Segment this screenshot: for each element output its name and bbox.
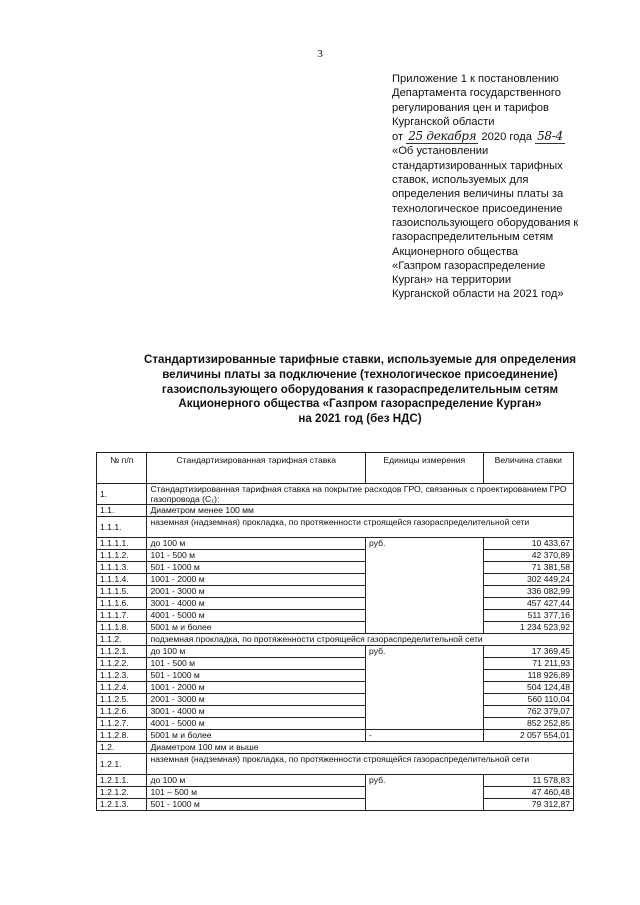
header-num: № п/п (97, 453, 147, 484)
row-unit: руб. (366, 538, 484, 634)
row-num: 1.1.2.6. (97, 706, 147, 718)
row-value: 118 926,89 (483, 670, 573, 682)
date-prefix: от (392, 131, 404, 144)
row-num: 1.1.1.8. (97, 622, 147, 634)
table-row (97, 694, 574, 706)
table-row (97, 670, 574, 682)
section-row (97, 505, 574, 517)
page-number: 3 (317, 48, 323, 60)
row-value: 852 252,85 (483, 718, 573, 730)
section-title: наземная (надземная) прокладка, по протяженности строящейся газораспределительной сети (147, 754, 574, 775)
row-name: 4001 - 5000 м (147, 610, 366, 622)
table-row (97, 799, 574, 811)
table-row (97, 622, 574, 634)
table-row (97, 562, 574, 574)
row-num: 1.1.2.2. (97, 658, 147, 670)
table-row (97, 550, 574, 562)
appendix-line: Курган» на территории (392, 274, 512, 287)
appendix-line: Курганской области на 2021 год» (392, 288, 564, 301)
header-unit: Единицы измерения (366, 453, 484, 484)
row-name: 4001 - 5000 м (147, 718, 366, 730)
appendix-line: «Об установлении (392, 145, 489, 158)
row-name: 5001 м и более (147, 622, 366, 634)
section-title: Стандартизированная тарифная ставка на покрытие расходов ГРО, связанных с проектированием ГРО газопровода (C₁): (147, 484, 574, 505)
table-row (97, 730, 574, 742)
table-row (97, 718, 574, 730)
document-title (80, 353, 640, 427)
row-num: 1.2.1.1. (97, 775, 147, 787)
title-line: газоиспользующего оборудования к газораспределительным сетям (161, 382, 559, 396)
row-unit: - (366, 730, 484, 742)
row-name: 101 – 500 м (147, 787, 366, 799)
row-value: 511 377,16 (483, 610, 573, 622)
header-value: Величина ставки (483, 453, 573, 484)
section-row (97, 742, 574, 754)
tariff-table (96, 452, 574, 811)
appendix-line: Акционерного общества (392, 245, 519, 258)
appendix-line: определения величины платы за (392, 188, 564, 201)
header-name: Стандартизированная тарифная ставка (147, 453, 366, 484)
table-row (97, 586, 574, 598)
table-row (97, 574, 574, 586)
section-row (97, 517, 574, 538)
row-value: 71 211,93 (483, 658, 573, 670)
row-value: 336 082,99 (483, 586, 573, 598)
table-row (97, 706, 574, 718)
row-value: 504 124,48 (483, 682, 573, 694)
row-num: 1.2.1.2. (97, 787, 147, 799)
row-num: 1.1.2.7. (97, 718, 147, 730)
row-name: 3001 - 4000 м (147, 598, 366, 610)
row-name: 501 - 1000 м (147, 670, 366, 682)
appendix-line: регулирования цен и тарифов (392, 101, 549, 114)
section-row (97, 484, 574, 505)
title-line: величины платы за подключение (технологическое присоединение) (162, 367, 558, 381)
row-value: 10 433,67 (483, 538, 573, 550)
appendix-line: стандартизированных тарифных (392, 159, 563, 172)
row-num: 1.1.2. (97, 634, 147, 646)
row-num: 1.1.2.1. (97, 646, 147, 658)
row-value: 17 369,45 (483, 646, 573, 658)
row-name: 5001 м и более (147, 730, 366, 742)
row-value: 302 449,24 (483, 574, 573, 586)
table-row (97, 682, 574, 694)
row-num: 1.1.1.6. (97, 598, 147, 610)
appendix-line: Курганской области (392, 115, 495, 128)
section-title: наземная (надземная) прокладка, по протяженности строящейся газораспределительной сети (147, 517, 574, 538)
row-num: 1.1.1.3. (97, 562, 147, 574)
row-num: 1.2. (97, 742, 147, 754)
row-num: 1.1.1. (97, 517, 147, 538)
date-year: 2020 года (481, 131, 532, 144)
title-line: Стандартизированные тарифные ставки, используемые для определения (144, 353, 576, 366)
row-name: 501 - 1000 м (147, 562, 366, 574)
row-value: 79 312,87 (483, 799, 573, 811)
row-value: 762 379,07 (483, 706, 573, 718)
table-row (97, 646, 574, 658)
row-name: 101 - 500 м (147, 658, 366, 670)
row-num: 1. (97, 484, 147, 505)
handwritten-number: 58-4 (537, 129, 563, 144)
row-num: 1.1.2.8. (97, 730, 147, 742)
row-name: до 100 м (147, 646, 366, 658)
row-unit: руб. (366, 646, 484, 730)
appendix-line: газораспределительным сетям (392, 231, 554, 244)
row-num: 1.1.1.1. (97, 538, 147, 550)
table-row (97, 538, 574, 550)
appendix-line: технологическое присоединение (392, 202, 563, 215)
row-value: 42 370,89 (483, 550, 573, 562)
appendix-line: Приложение 1 к постановлению (392, 73, 559, 85)
row-name: 101 - 500 м (147, 550, 366, 562)
appendix-block (392, 72, 632, 302)
row-num: 1.1.2.5. (97, 694, 147, 706)
table-row (97, 775, 574, 787)
section-title: Диаметром 100 мм и выше (147, 742, 574, 754)
row-name: 2001 - 3000 м (147, 694, 366, 706)
row-num: 1.1.1.7. (97, 610, 147, 622)
row-name: до 100 м (147, 775, 366, 787)
appendix-line: ставок, используемых для (392, 174, 529, 187)
table-row (97, 658, 574, 670)
row-num: 1.2.1. (97, 754, 147, 775)
row-name: 501 - 1000 м (147, 799, 366, 811)
table-row (97, 610, 574, 622)
handwritten-date: 25 декабря (408, 129, 477, 144)
row-num: 1.1.2.4. (97, 682, 147, 694)
row-value: 11 578,83 (483, 775, 573, 787)
appendix-line: «Газпром газораспределение (392, 259, 546, 272)
row-name: 1001 - 2000 м (147, 574, 366, 586)
row-value: 560 110,04 (483, 694, 573, 706)
section-title: подземная прокладка, по протяженности строящейся газораспределительной сети (147, 634, 574, 646)
row-num: 1.1. (97, 505, 147, 517)
table-header-row (97, 453, 574, 484)
table-row (97, 787, 574, 799)
row-num: 1.1.1.4. (97, 574, 147, 586)
appendix-date-line (392, 129, 632, 144)
row-num: 1.2.1.3. (97, 799, 147, 811)
section-title: Диаметром менее 100 мм (147, 505, 574, 517)
row-unit: руб. (366, 775, 484, 811)
table-row (97, 598, 574, 610)
section-row (97, 754, 574, 775)
row-value: 71 381,58 (483, 562, 573, 574)
section-row (97, 634, 574, 646)
row-value: 47 460,48 (483, 787, 573, 799)
row-name: до 100 м (147, 538, 366, 550)
row-value: 457 427,44 (483, 598, 573, 610)
row-name: 1001 - 2000 м (147, 682, 366, 694)
row-value: 1 234 523,92 (483, 622, 573, 634)
row-num: 1.1.1.2. (97, 550, 147, 562)
row-name: 3001 - 4000 м (147, 706, 366, 718)
appendix-line: Департамента государственного (392, 87, 561, 100)
row-name: 2001 - 3000 м (147, 586, 366, 598)
appendix-line: газоиспользующего оборудования к (392, 216, 579, 229)
title-line: Акционерного общества «Газпром газораспределение Курган» (178, 397, 542, 411)
row-num: 1.1.1.5. (97, 586, 147, 598)
row-value: 2 057 554,01 (483, 730, 573, 742)
row-num: 1.1.2.3. (97, 670, 147, 682)
title-line: на 2021 год (без НДС) (298, 412, 422, 426)
